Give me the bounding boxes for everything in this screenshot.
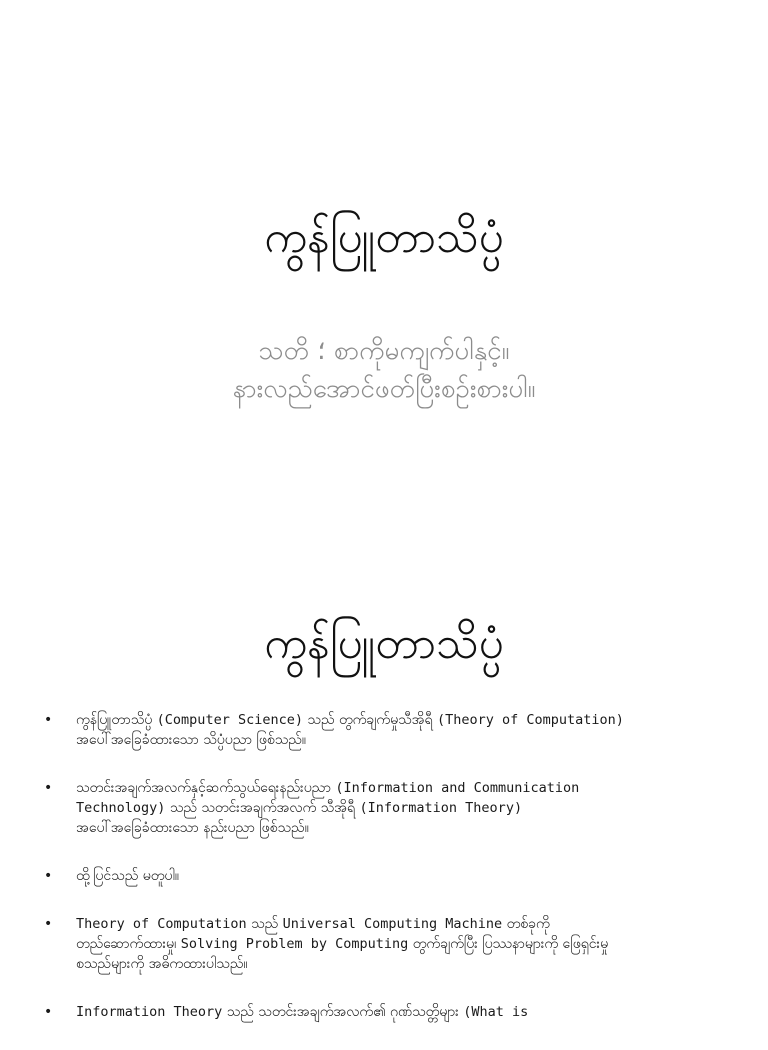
bullet-text: Solving Problem by Computing: [180, 936, 409, 952]
bullet-text: သည် သတင်းအချက်အလက် သီအိုရီ: [165, 800, 360, 816]
slide-1-title: ကွန်ပြူတာသိပ္ပံ: [264, 212, 504, 263]
bullet-text: သတင်းအချက်အလက်နှင့်ဆက်သွယ်ရေးနည်းပညာ: [76, 780, 336, 796]
bullet-text: Universal Computing Machine: [282, 916, 503, 932]
bullet-text: Information Theory: [76, 1004, 223, 1020]
bullet-text: သည် သတင်းအချက်အလက်၏ ဂုဏ်သတ္တိများ: [222, 1004, 464, 1020]
bullet-line: [76, 710, 730, 730]
subtitle-line-2: နားလည်အောင်ဖတ်ပြီးစဉ်းစားပါ။: [232, 374, 536, 404]
bullet-icon: •: [44, 1004, 53, 1020]
list-item: [40, 710, 730, 750]
bullet-line: အပေါ်အခြေခံထားသော သိပ္ပံပညာ ဖြစ်သည်။: [76, 732, 307, 748]
list-item: [40, 778, 730, 838]
bullet-line: [76, 798, 730, 818]
bullet-line: [76, 778, 730, 798]
bullet-icon: •: [44, 712, 53, 728]
bullet-icon: •: [44, 868, 53, 884]
bullet-line: စသည်များကို အဓိကထားပါသည်။: [76, 956, 248, 972]
bullet-line: အပေါ်အခြေခံထားသော နည်းပညာ ဖြစ်သည်။: [76, 820, 309, 836]
slide-1-subtitle: [0, 332, 768, 408]
bullet-icon: •: [44, 916, 53, 932]
bullet-text: (Computer Science): [156, 712, 303, 728]
list-item: [40, 866, 730, 886]
bullet-text: (What is: [463, 1004, 529, 1020]
bullet-text: (Information Theory): [359, 800, 523, 816]
bullet-text: Theory of Computation: [76, 916, 247, 932]
bullet-text: ကွန်ပြူတာသိပ္ပံ: [76, 712, 157, 728]
list-item: [40, 1002, 730, 1022]
bullet-text: (Theory of Computation): [436, 712, 624, 728]
bullet-line: [76, 1002, 730, 1022]
bullet-text: (Information and Communication: [335, 780, 580, 796]
bullet-line: ထို့ပြင်သည် မတူပါ။: [76, 868, 179, 884]
bullet-list: [40, 710, 730, 1050]
bullet-text: သည် တွက်ချက်မှုသီအိုရီ: [302, 712, 437, 728]
bullet-line: [76, 914, 730, 934]
bullet-text: တစ်ခုကို: [502, 916, 550, 932]
bullet-text: Technology): [76, 800, 166, 816]
bullet-text: တည်ဆောက်ထားမှု၊: [76, 936, 181, 952]
bullet-text: သည်: [246, 916, 283, 932]
slide-2-title: ကွန်ပြူတာသိပ္ပံ: [264, 618, 504, 669]
list-item: [40, 914, 730, 974]
bullet-text: တွက်ချက်ပြီး ပြဿနာများကို ဖြေရှင်းမှု: [408, 936, 609, 952]
subtitle-line-1: သတိ ؛ စာကိုမကျက်ပါနှင့်။: [258, 336, 510, 366]
bullet-line: [76, 934, 730, 954]
bullet-icon: •: [44, 780, 53, 796]
